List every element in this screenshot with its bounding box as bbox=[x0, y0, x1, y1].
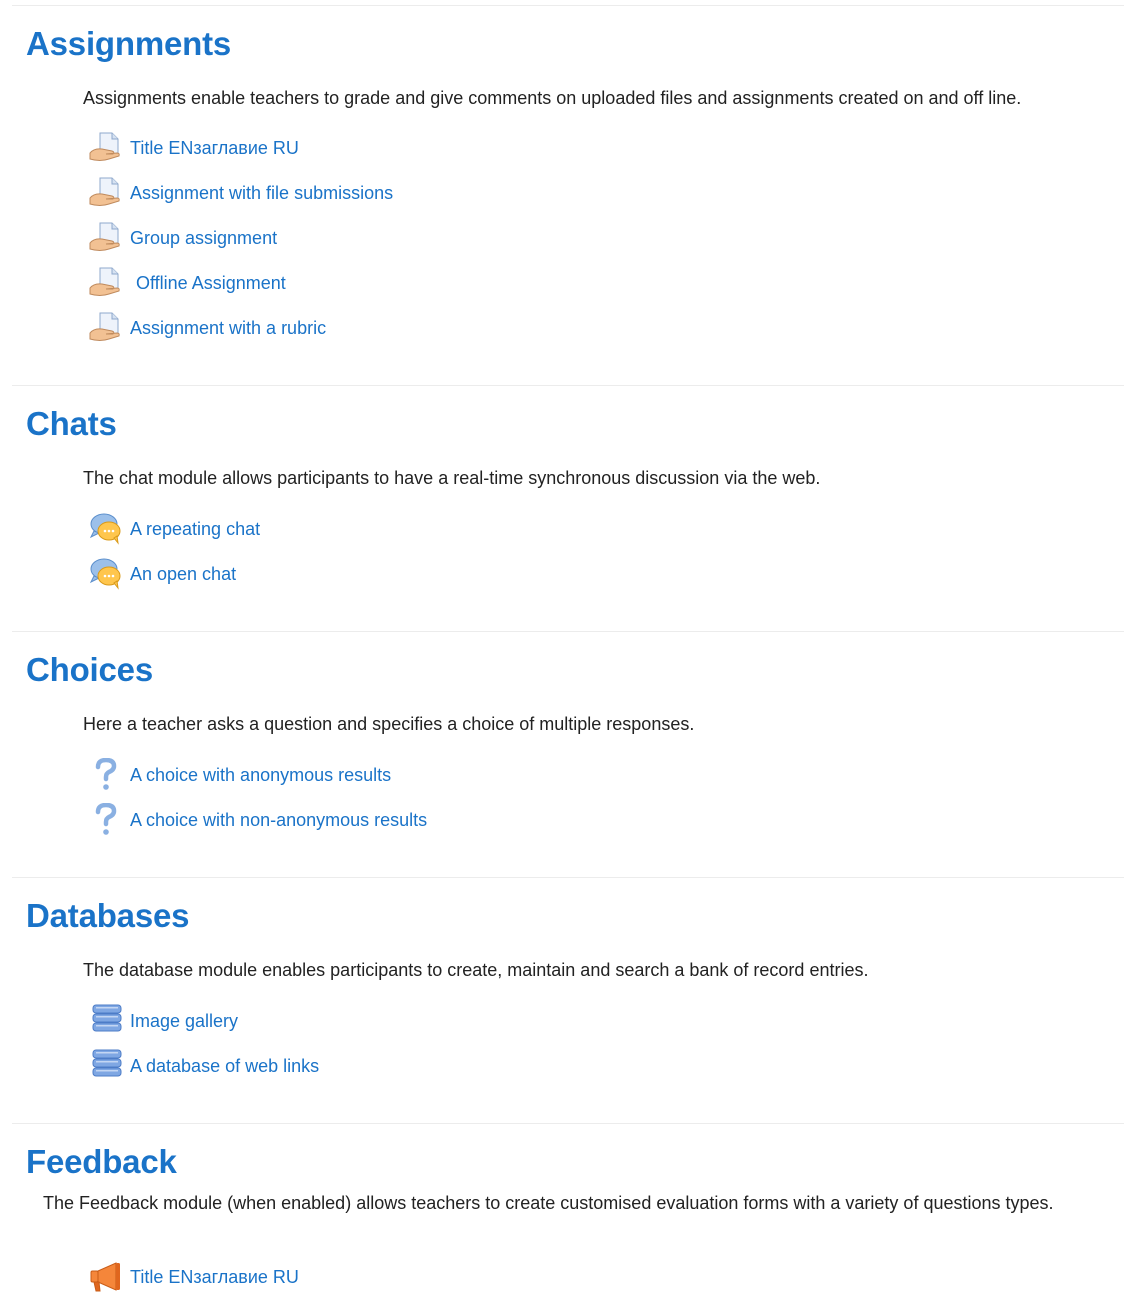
assignment-icon bbox=[88, 266, 124, 300]
activity-link-choice[interactable] bbox=[88, 803, 427, 837]
activity-label: Offline Assignment bbox=[136, 272, 286, 293]
activity-label: Assignment with a rubric bbox=[130, 317, 327, 338]
activity-label: A database of web links bbox=[130, 1055, 320, 1076]
activity-label: Group assignment bbox=[130, 227, 278, 248]
chat-icon bbox=[88, 512, 124, 546]
chat-icon bbox=[88, 557, 124, 591]
activity-link-database[interactable] bbox=[88, 1004, 238, 1038]
question-mark-icon bbox=[88, 758, 124, 792]
section-title-choices: Choices bbox=[26, 651, 153, 688]
database-icon bbox=[88, 1049, 124, 1083]
section-title-assignments: Assignments bbox=[26, 25, 232, 62]
activity-link-assignment[interactable] bbox=[88, 221, 277, 255]
activity-link-feedback[interactable] bbox=[88, 1260, 299, 1294]
activity-link-database[interactable] bbox=[88, 1049, 319, 1083]
section-description: The Feedback module (when enabled) allows teachers to create customised evaluation forms with a variety of questions types. bbox=[43, 1193, 1054, 1213]
activity-link-choice[interactable] bbox=[88, 758, 391, 792]
section-description: The chat module allows participants to have a real-time synchronous discussion via the web. bbox=[83, 468, 821, 488]
activity-link-assignment[interactable] bbox=[88, 311, 326, 345]
activity-label: An open chat bbox=[130, 563, 237, 584]
activity-label: A choice with anonymous results bbox=[130, 764, 392, 785]
section-divider bbox=[12, 877, 1124, 878]
activity-label: A choice with non-anonymous results bbox=[130, 809, 428, 830]
activity-label: Image gallery bbox=[130, 1010, 239, 1031]
activity-link-assignment[interactable] bbox=[88, 266, 286, 300]
activity-label: Assignment with file submissions bbox=[130, 182, 394, 203]
section-divider bbox=[12, 631, 1124, 632]
activity-label: Title ENзаглавие RU bbox=[130, 137, 299, 158]
activity-link-chat[interactable] bbox=[88, 512, 260, 546]
section-description: The database module enables participants to create, maintain and search a bank of record entries. bbox=[83, 960, 869, 980]
assignment-icon bbox=[88, 176, 124, 210]
activity-link-chat[interactable] bbox=[88, 557, 236, 591]
section-divider bbox=[12, 5, 1124, 6]
question-mark-icon bbox=[88, 803, 124, 837]
section-divider bbox=[12, 385, 1124, 386]
section-title-feedback: Feedback bbox=[26, 1143, 177, 1180]
section-divider bbox=[12, 1123, 1124, 1124]
megaphone-icon bbox=[88, 1260, 124, 1294]
activity-link-assignment[interactable] bbox=[88, 176, 393, 210]
activity-label: Title ENзаглавие RU bbox=[130, 1266, 299, 1287]
activity-link-assignment[interactable] bbox=[88, 131, 299, 165]
assignment-icon bbox=[88, 131, 124, 165]
section-title-chats: Chats bbox=[26, 405, 117, 442]
section-description: Here a teacher asks a question and specifies a choice of multiple responses. bbox=[83, 714, 695, 734]
section-title-databases: Databases bbox=[26, 897, 190, 934]
assignment-icon bbox=[88, 311, 124, 345]
assignment-icon bbox=[88, 221, 124, 255]
section-description: Assignments enable teachers to grade and give comments on uploaded files and assignments created on and off line. bbox=[83, 88, 1022, 108]
activity-label: A repeating chat bbox=[130, 518, 261, 539]
database-icon bbox=[88, 1004, 124, 1038]
